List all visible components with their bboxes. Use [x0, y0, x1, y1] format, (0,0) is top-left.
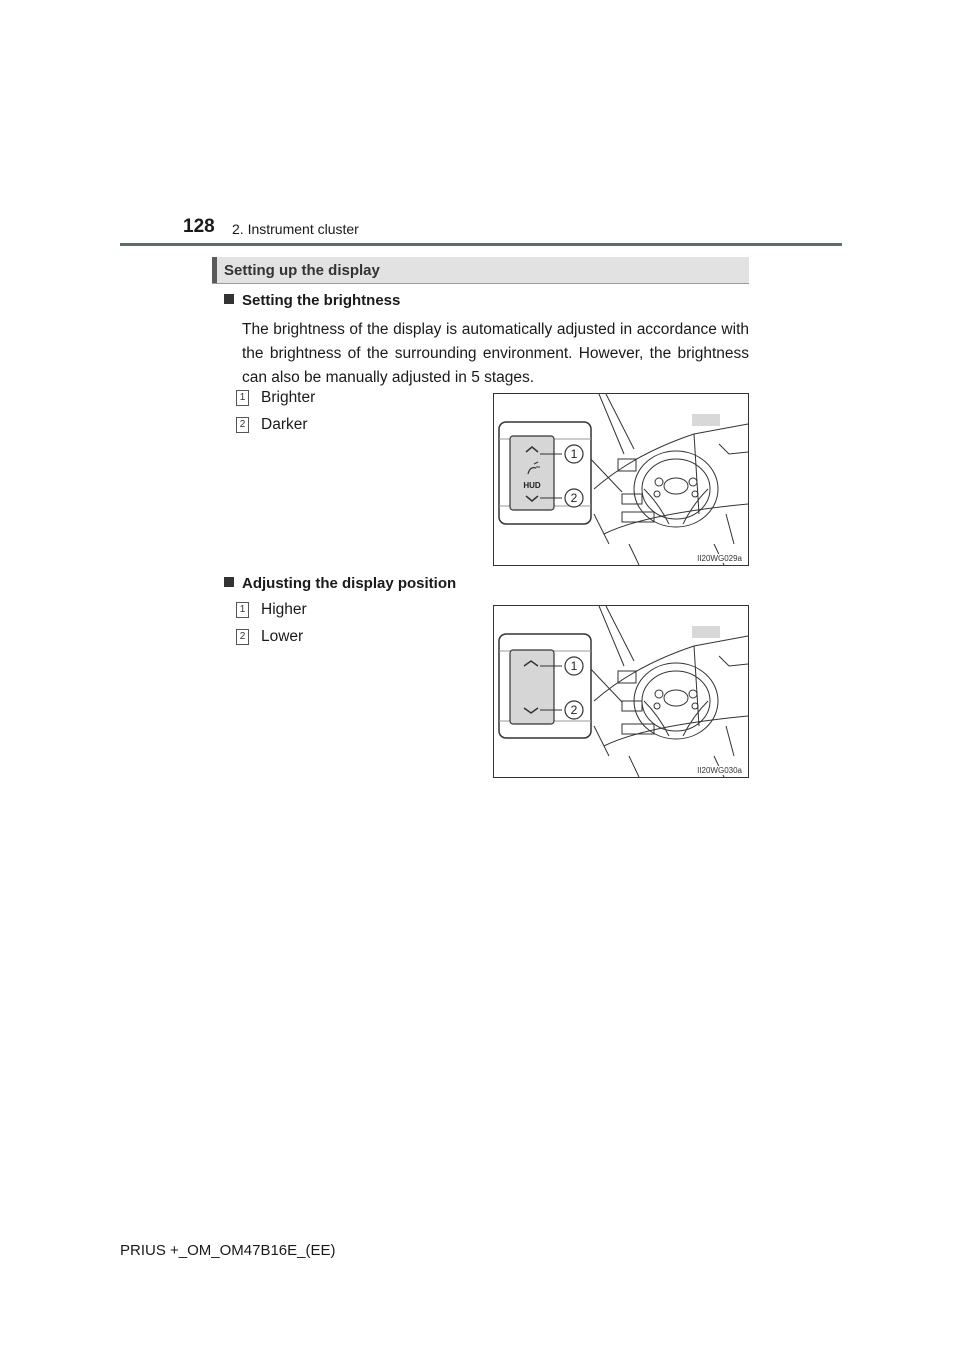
callout-1: 1 [570, 447, 578, 461]
section-title: Setting up the display [224, 262, 380, 279]
square-bullet-icon [224, 294, 234, 304]
position-subheading [224, 575, 456, 592]
dashboard-illustration [494, 606, 748, 777]
item-number-badge: 2 [236, 417, 249, 433]
position-figure [493, 605, 749, 778]
header-rule [120, 243, 842, 246]
position-heading-text: Adjusting the display position [242, 575, 457, 592]
item-number-badge: 1 [236, 602, 249, 618]
callout-2: 2 [570, 491, 578, 505]
item-number-badge: 1 [236, 390, 249, 406]
section-heading-bar [212, 257, 749, 284]
callout-1: 1 [570, 659, 578, 673]
brightness-heading-text: Setting the brightness [242, 292, 401, 309]
brightness-figure [493, 393, 749, 566]
figure-code: II20WG029a [697, 554, 742, 563]
brightness-description: The brightness of the display is automatically adjusted in accordance with the brightness of the surrounding environment. However, the brightness can also be manually adjusted in 5 stages. [242, 321, 749, 386]
position-item-1 [236, 601, 307, 619]
dashboard-illustration [494, 394, 748, 565]
chapter-title: 2. Instrument cluster [232, 221, 359, 237]
item-label: Higher [261, 601, 307, 618]
item-label: Lower [261, 628, 304, 645]
page-number: 128 [183, 216, 215, 237]
square-bullet-icon [224, 577, 234, 587]
footer-document-id: PRIUS +_OM_OM47B16E_(EE) [120, 1242, 336, 1259]
brightness-item-1 [236, 389, 315, 407]
brightness-item-2 [236, 416, 308, 434]
hud-switch-label: HUD [523, 481, 541, 490]
callout-2: 2 [570, 703, 578, 717]
brightness-subheading [224, 292, 400, 309]
figure-code: II20WG030a [697, 766, 742, 775]
position-item-2 [236, 628, 303, 646]
item-label: Brighter [261, 389, 316, 406]
item-number-badge: 2 [236, 629, 249, 645]
item-label: Darker [261, 416, 308, 433]
